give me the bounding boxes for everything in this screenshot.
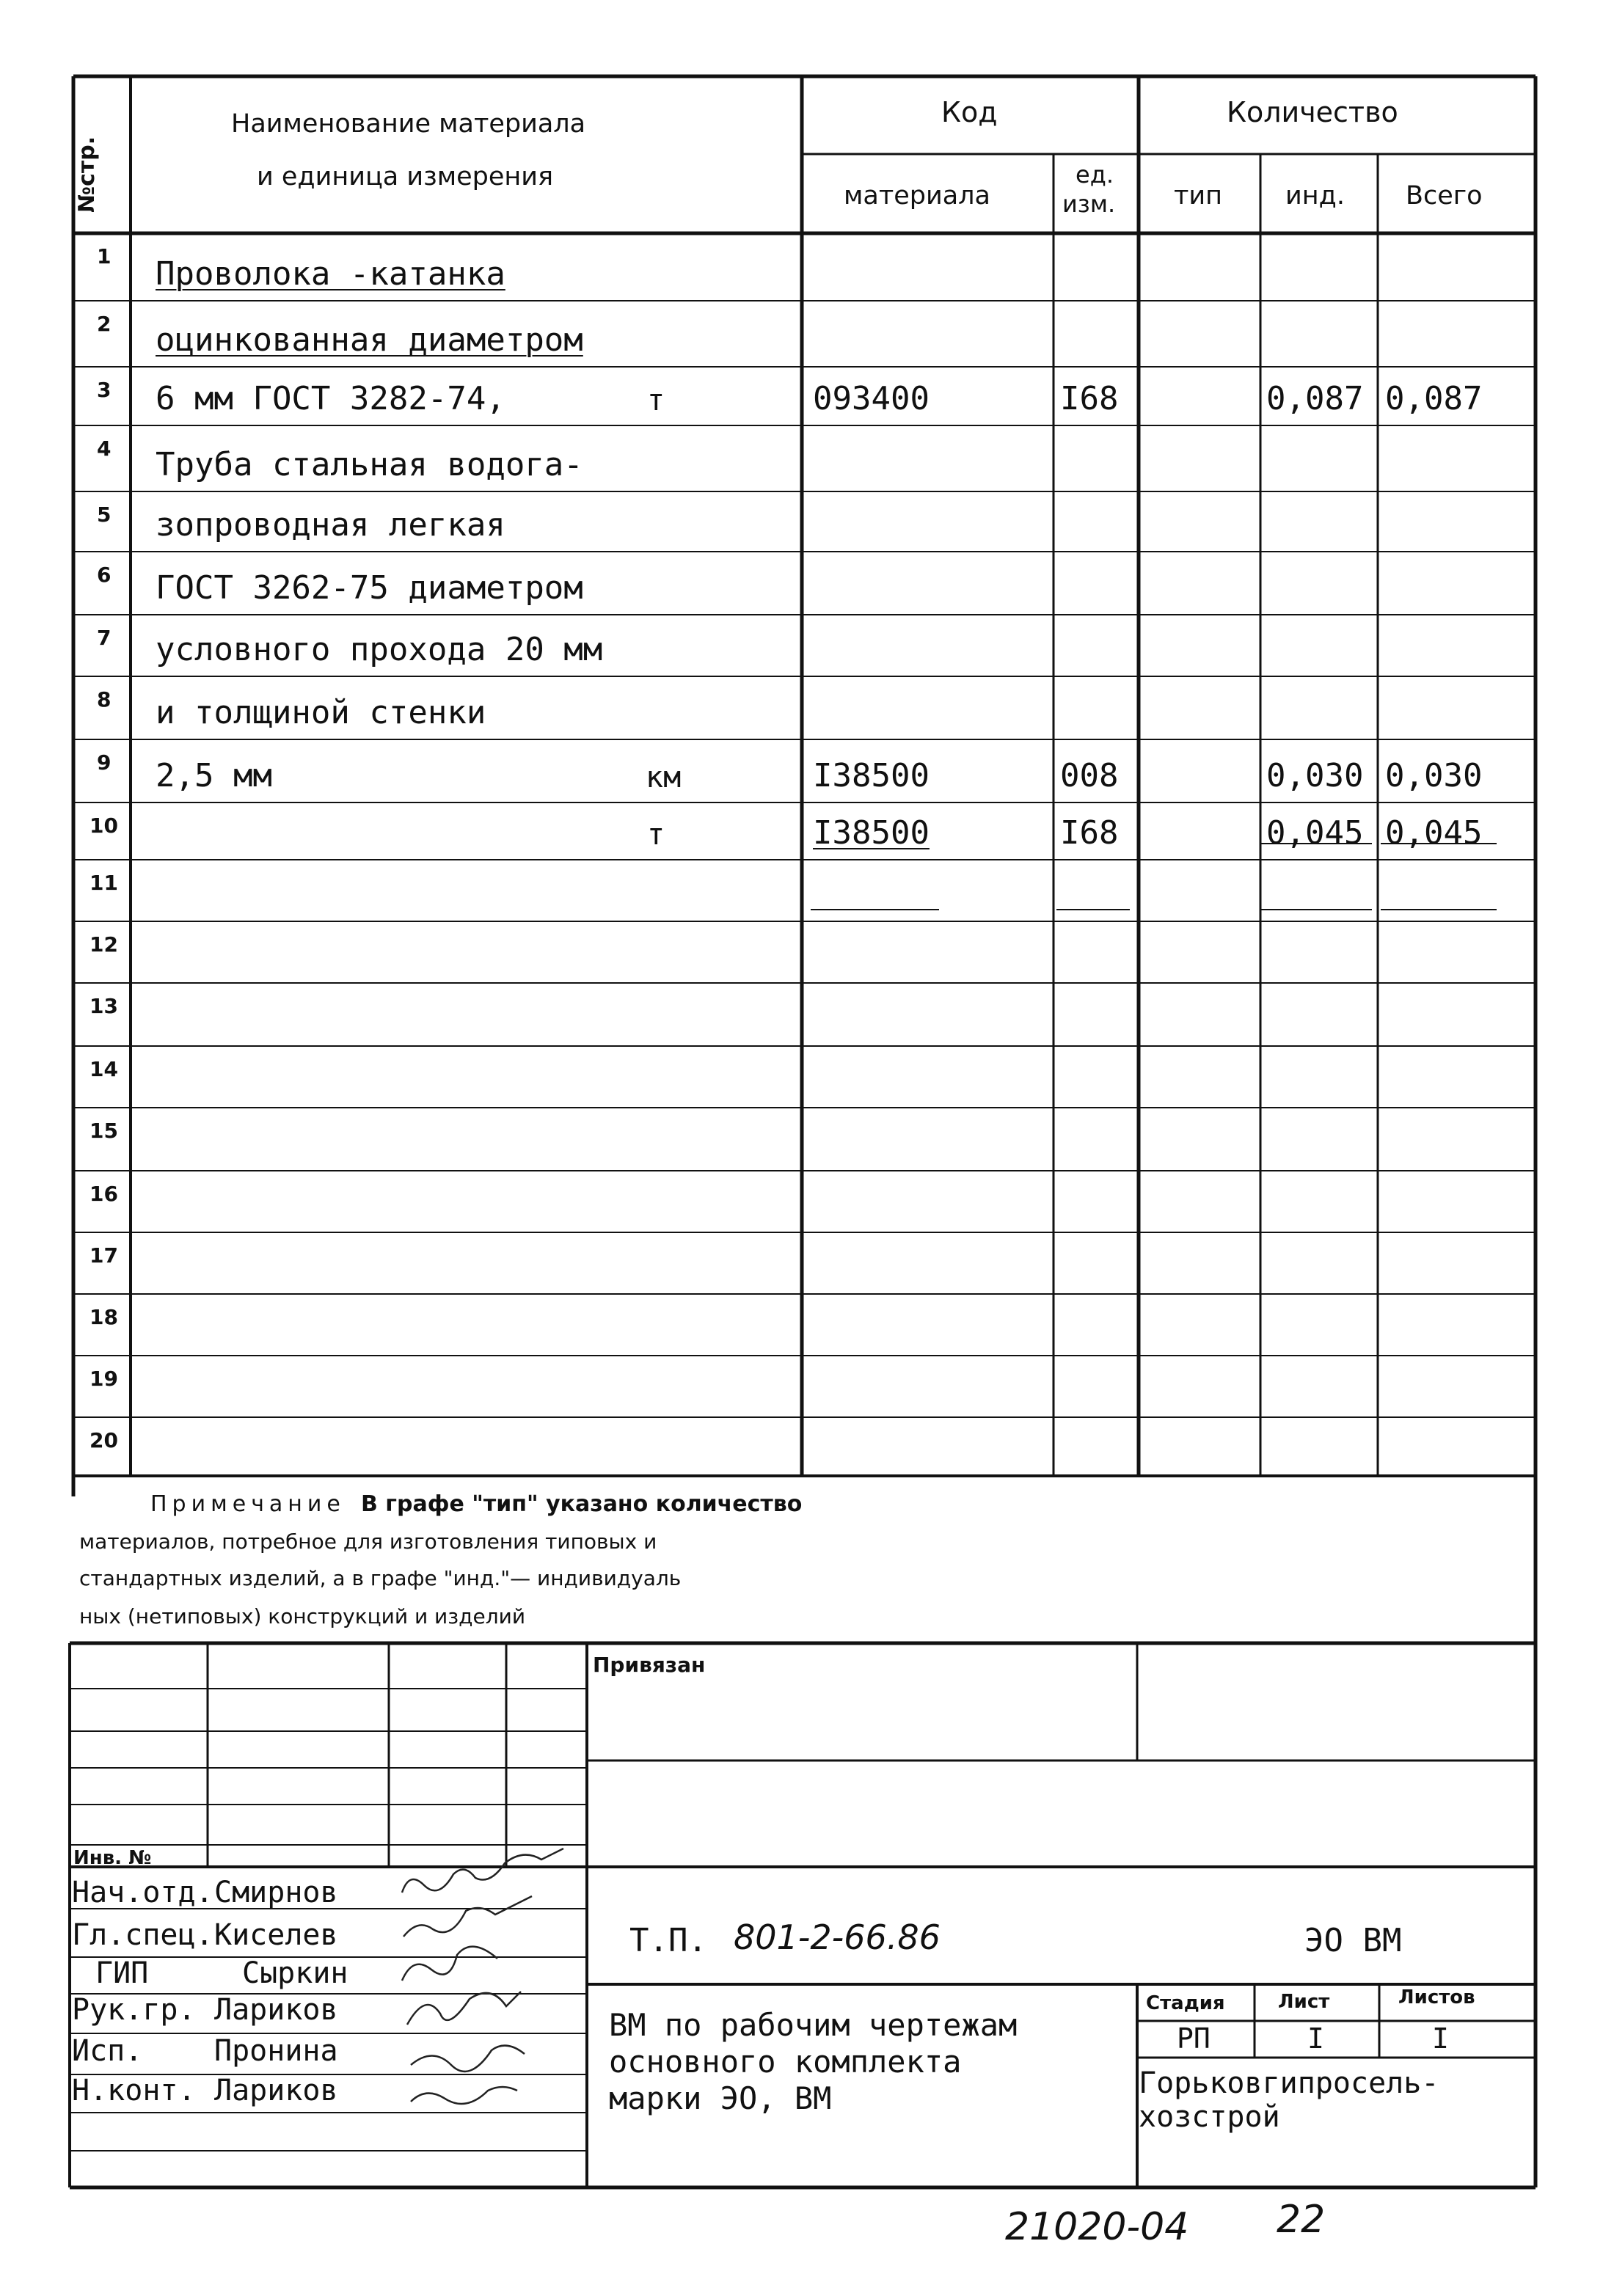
page-number: 22 (1277, 2198, 1326, 2242)
unit-code: I68 (1060, 814, 1119, 852)
row-number-header: №стр. (74, 136, 100, 213)
signatory-role: Исп. (72, 2034, 143, 2068)
quantity-type-header: тип (1174, 181, 1223, 211)
signatory-role: Гл.спец. (72, 1918, 213, 1952)
signatory-name: Лариков (214, 1993, 338, 2027)
material-name: условного прохода 20 мм (156, 631, 603, 668)
signatures (402, 1849, 563, 2104)
material-name: Проволока -катанка (156, 255, 505, 293)
organization-line1: Горьковгипросель- (1139, 2066, 1439, 2100)
document-title-line1: ВМ по рабочим чертежам (609, 2007, 1018, 2043)
row-number: 17 (90, 1243, 118, 1268)
row-number: 12 (90, 932, 118, 957)
tp-number: 801-2-66.86 (734, 1917, 941, 1957)
note-line3: стандартных изделий, а в графе "инд."— индивидуаль (79, 1566, 682, 1590)
sheet-value: I (1307, 2022, 1324, 2055)
quantity-total: 0,030 (1385, 757, 1483, 794)
note-line1-head: Примечание (150, 1491, 346, 1517)
signatory-name: Лариков (214, 2074, 338, 2107)
sheets-value: I (1432, 2022, 1449, 2055)
document-title-line2: основного комплекта (609, 2044, 962, 2080)
row-number: 15 (90, 1119, 118, 1143)
quantity-ind: 0,030 (1266, 757, 1364, 794)
note-line2: материалов, потребное для изготовления типовых и (79, 1529, 657, 1554)
quantity-header: Количество (1227, 96, 1398, 128)
row-number: 10 (90, 814, 118, 838)
unit-of-measure: т (647, 384, 665, 417)
unit-code: I68 (1060, 380, 1119, 417)
row-number: 13 (90, 994, 118, 1018)
note-line1: В графе "тип" указано количество (361, 1491, 803, 1517)
organization-line2: хозстрой (1139, 2100, 1280, 2134)
signatory-name: Пронина (214, 2034, 338, 2068)
stage-value: РП (1177, 2022, 1211, 2055)
document-title-line3: марки ЭО, ВМ (609, 2080, 832, 2116)
drawing-mark: ЭО ВМ (1304, 1922, 1402, 1959)
stage-label: Стадия (1146, 1992, 1225, 2014)
note-line4: ных (нетиповых) конструкций и изделий (79, 1604, 526, 1628)
unit-header-line1: ед. (1076, 161, 1114, 189)
row-number: 20 (90, 1428, 118, 1452)
quantity-ind: 0,087 (1266, 380, 1364, 417)
quantity-total-header: Всего (1406, 181, 1483, 211)
row-number: 14 (90, 1057, 118, 1081)
row-number: 7 (97, 626, 112, 650)
unit-of-measure: т (647, 818, 665, 852)
name-header-line1: Наименование материала (231, 109, 586, 139)
material-code: I38500 (813, 814, 930, 852)
tp-label: Т.П. (629, 1922, 707, 1959)
unit-of-measure: км (646, 761, 682, 794)
material-code: I38500 (813, 757, 930, 794)
quantity-ind: 0,045 (1266, 814, 1364, 852)
sheet-label: Лист (1278, 1991, 1330, 2013)
signatory-name: Смирнов (214, 1876, 338, 1909)
row-number: 16 (90, 1182, 118, 1206)
row-number: 5 (97, 502, 112, 527)
row-number: 18 (90, 1305, 118, 1329)
unit-header-line2: изм. (1062, 190, 1116, 218)
row-number: 8 (97, 687, 112, 712)
code-header: Код (941, 96, 998, 128)
material-name: 2,5 мм (156, 757, 272, 794)
privyazan-label: Привязан (593, 1653, 706, 1677)
material-name: зопроводная легкая (156, 506, 505, 544)
row-number: 2 (97, 312, 112, 336)
name-header-line2: и единица измерения (257, 162, 554, 191)
material-name: Труба стальная водога- (156, 446, 583, 483)
signatory-name: Киселев (214, 1918, 338, 1952)
unit-code: 008 (1060, 757, 1119, 794)
material-name: оцинкованная диаметром (156, 321, 583, 359)
material-name: ГОСТ 3262-75 диаметром (156, 569, 583, 607)
quantity-ind-header: инд. (1285, 181, 1345, 211)
signatory-name: Сыркин (242, 1956, 348, 1990)
row-number: 6 (97, 563, 112, 587)
row-number: 1 (97, 244, 112, 268)
row-number: 4 (97, 436, 112, 461)
material-name: и толщиной стенки (156, 694, 486, 731)
row-number: 11 (90, 871, 118, 895)
code-material-header: материала (844, 181, 991, 211)
material-name: 6 мм ГОСТ 3282-74, (156, 380, 505, 417)
material-code: 093400 (813, 380, 930, 417)
sheets-label: Листов (1398, 1986, 1475, 2008)
document-number: 21020-04 (1005, 2205, 1189, 2249)
signatory-role: Рук.гр. (72, 1993, 196, 2027)
signatory-role: Нач.отд. (72, 1876, 213, 1909)
row-number: 9 (97, 750, 112, 775)
row-number: 19 (90, 1367, 118, 1391)
signatory-role: ГИП (95, 1956, 149, 1990)
quantity-total: 0,045 (1385, 814, 1483, 852)
quantity-total: 0,087 (1385, 380, 1483, 417)
row-number: 3 (97, 378, 112, 402)
inventory-number-label: Инв. № (73, 1847, 152, 1869)
signatory-role: Н.конт. (72, 2074, 196, 2107)
